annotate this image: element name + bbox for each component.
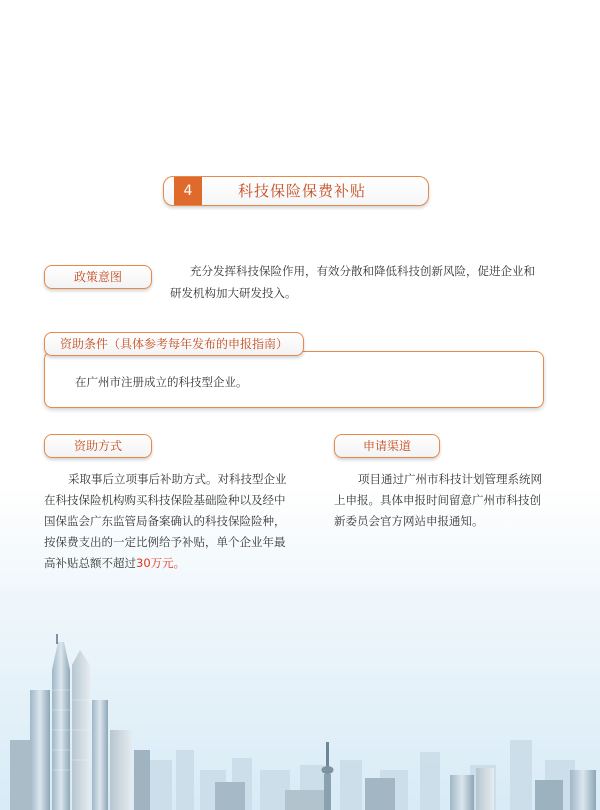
- conditions-text: 在广州市注册成立的科技型企业。: [75, 375, 248, 389]
- section-title-bar: [163, 176, 429, 206]
- application-line: 上申报。具体申报时间留意广州市科技创: [334, 493, 541, 507]
- funding-line: 按保费支出的一定比例给予补贴，单个企业年最: [44, 535, 286, 549]
- funding-line: 采取事后立项事后补助方式。对科技型企业: [68, 472, 287, 486]
- section-number: 4: [174, 177, 202, 205]
- policy-text-line1: 充分发挥科技保险作用，有效分散和降低科技创新风险，促进企业和: [190, 264, 535, 278]
- funding-method-label: 资助方式: [44, 434, 152, 458]
- conditions-box: [44, 351, 544, 408]
- application-line: 新委员会官方网站申报通知。: [334, 514, 484, 528]
- funding-last-prefix: 高补贴总额不超过: [44, 556, 136, 570]
- conditions-label: 资助条件（具体参考每年发布的申报指南）: [44, 332, 304, 356]
- funding-line: 国保监会广东监管局备案确认的科技保险险种，: [44, 514, 286, 528]
- application-line: 项目通过广州市科技计划管理系统网: [358, 472, 542, 486]
- funding-method-text: [44, 469, 314, 574]
- funding-line: 在科技保险机构购买科技保险基础险种以及经中: [44, 493, 286, 507]
- funding-line-last: [44, 553, 314, 574]
- application-label: 申请渠道: [334, 434, 440, 458]
- policy-label: 政策意图: [44, 265, 152, 289]
- funding-amount: 30万元。: [136, 556, 186, 570]
- section-title: 科技保险保费补贴: [238, 182, 367, 200]
- policy-text-line2: 研发机构加大研发投入。: [170, 286, 297, 300]
- city-skyline-illustration: [0, 620, 600, 810]
- application-text: [334, 469, 564, 532]
